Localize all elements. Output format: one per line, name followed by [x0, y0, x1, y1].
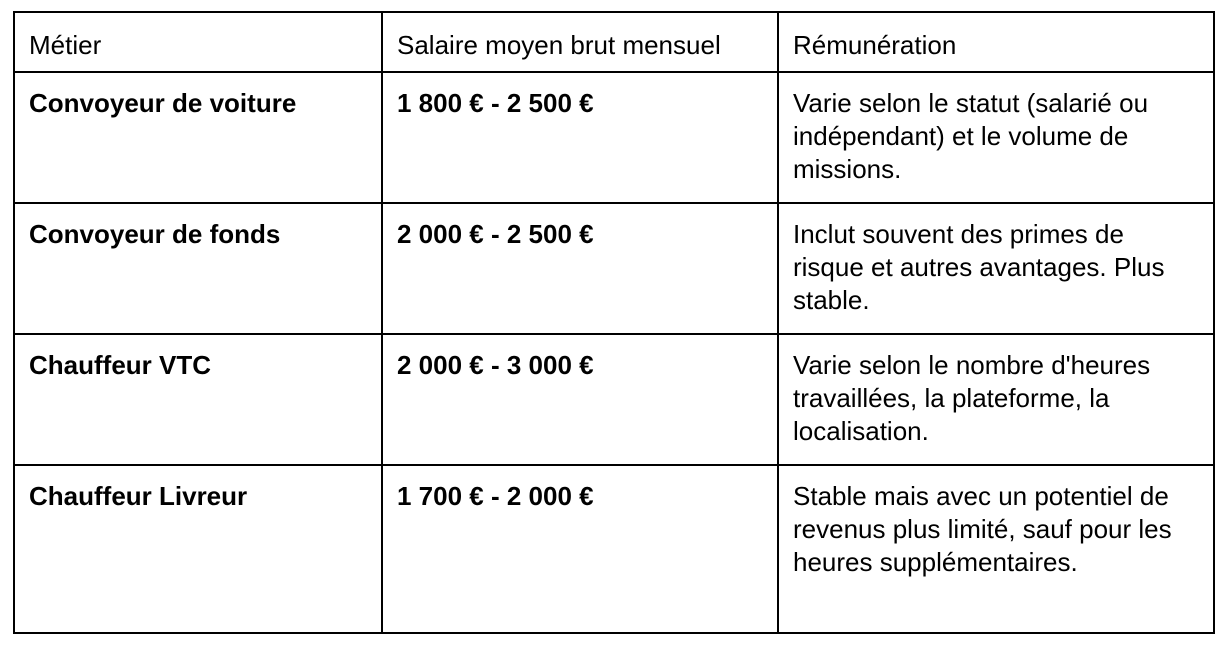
salary-table [13, 11, 1215, 634]
table-header [14, 12, 1214, 72]
table-row [14, 334, 1214, 465]
cell-salaire: 2 000 € - 2 500 € [382, 203, 778, 334]
cell-salaire: 1 800 € - 2 500 € [382, 72, 778, 203]
cell-remuneration: Varie selon le statut (salarié ou indépendant) et le volume de missions. [778, 72, 1214, 203]
cell-metier: Convoyeur de voiture [14, 72, 382, 203]
cell-salaire: 1 700 € - 2 000 € [382, 465, 778, 633]
cell-metier: Convoyeur de fonds [14, 203, 382, 334]
salary-table-container [13, 11, 1215, 634]
table-body [14, 72, 1214, 633]
header-salaire: Salaire moyen brut mensuel [382, 12, 778, 72]
cell-salaire: 2 000 € - 3 000 € [382, 334, 778, 465]
cell-remuneration: Inclut souvent des primes de risque et autres avantages. Plus stable. [778, 203, 1214, 334]
table-row [14, 465, 1214, 633]
cell-metier: Chauffeur VTC [14, 334, 382, 465]
cell-remuneration: Varie selon le nombre d'heures travaillées, la plateforme, la localisation. [778, 334, 1214, 465]
header-remuneration: Rémunération [778, 12, 1214, 72]
cell-remuneration: Stable mais avec un potentiel de revenus plus limité, sauf pour les heures supplémentaires. [778, 465, 1214, 633]
table-row [14, 72, 1214, 203]
table-row [14, 203, 1214, 334]
header-metier: Métier [14, 12, 382, 72]
header-row [14, 12, 1214, 72]
cell-metier: Chauffeur Livreur [14, 465, 382, 633]
